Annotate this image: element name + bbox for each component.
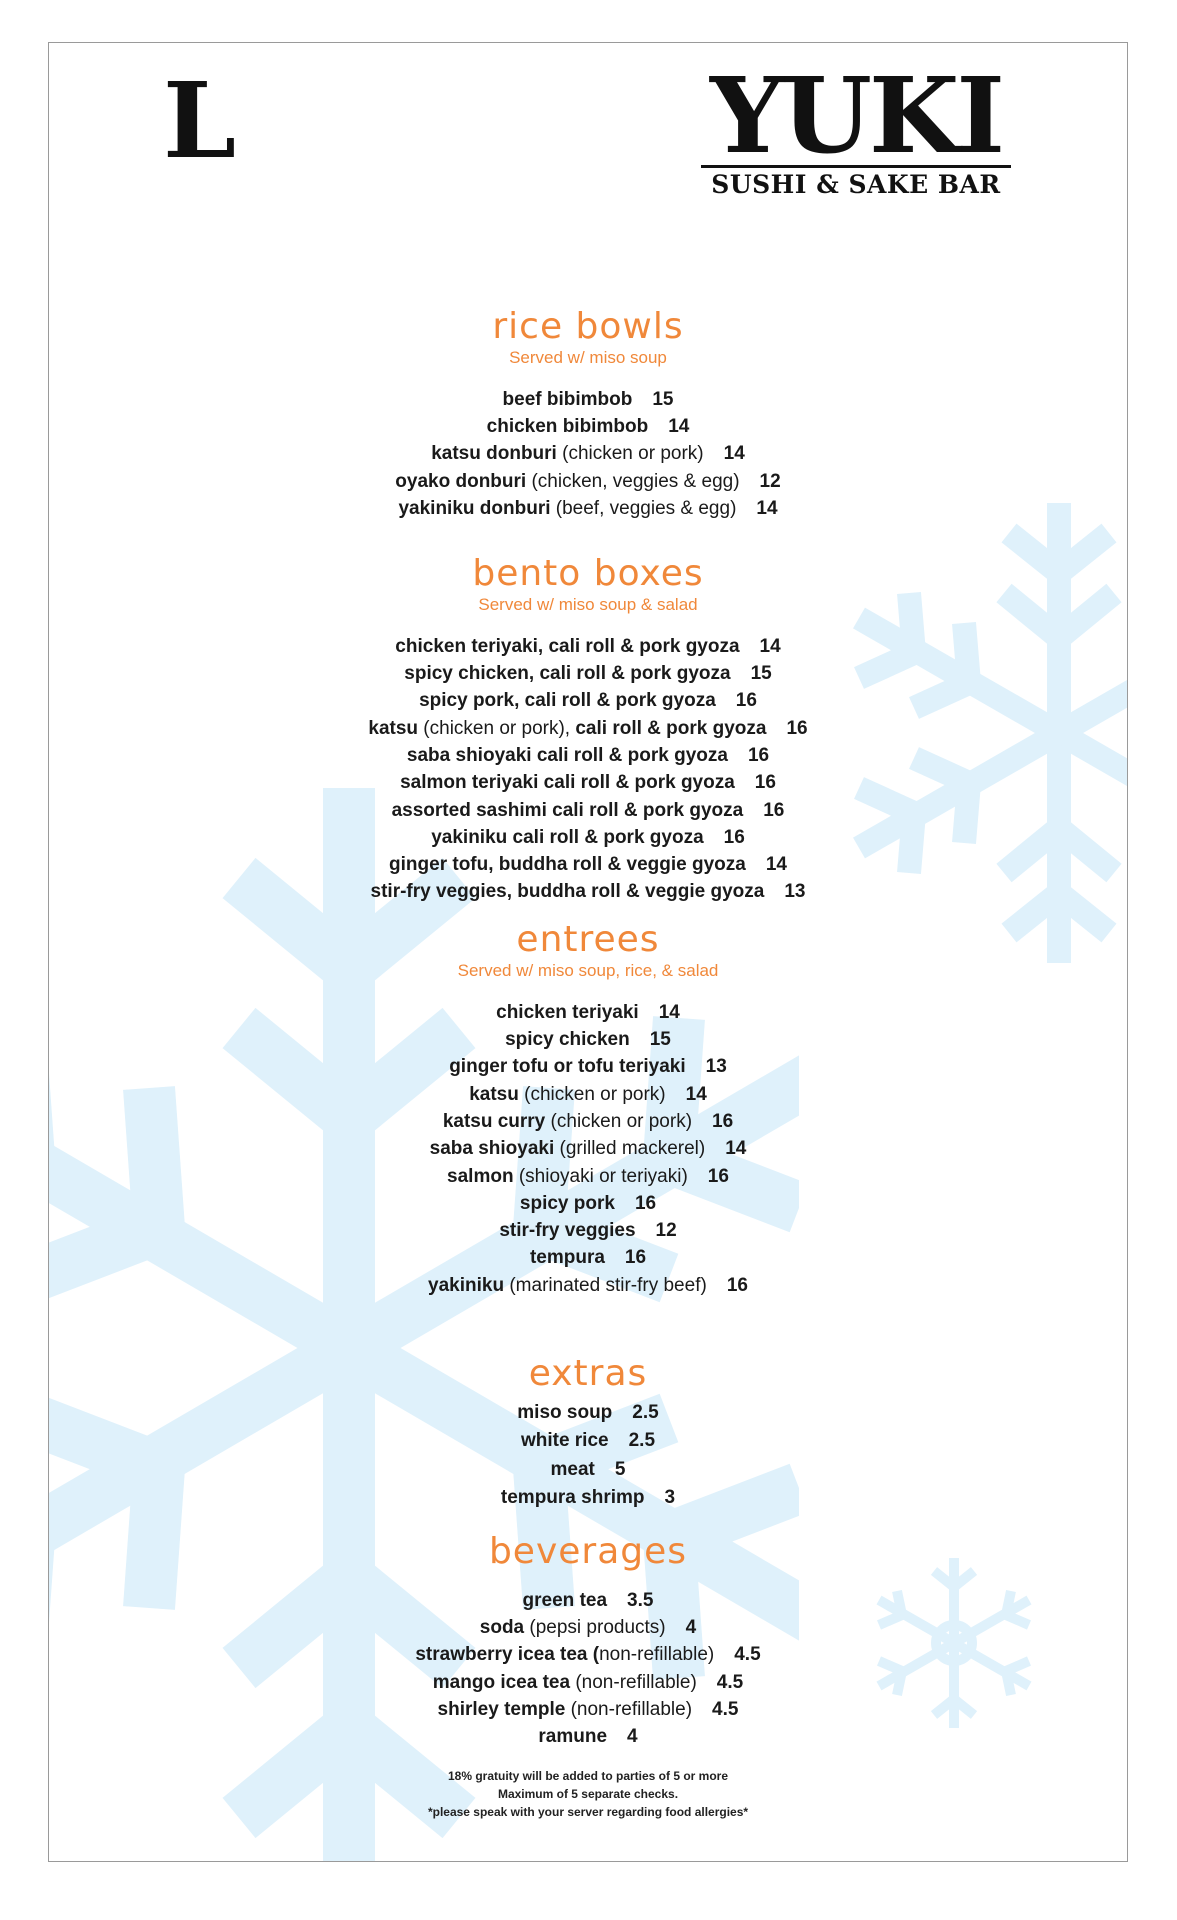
item-name: spicy chicken: [505, 1029, 630, 1051]
menu-item: [49, 1190, 1127, 1217]
item-price: 12: [759, 470, 781, 492]
item-price: 4.5: [734, 1644, 761, 1666]
menu-item: [49, 1427, 1127, 1456]
menu-item: [49, 495, 1127, 522]
section-bento-boxes: [49, 555, 1127, 906]
item-name: white rice: [520, 1430, 609, 1452]
item-note: (beef, veggies & egg): [550, 497, 737, 519]
menu-footer: [49, 1767, 1127, 1821]
logo-name: YUKI: [710, 54, 1002, 177]
item-price: 16: [726, 1274, 748, 1296]
item-name: spicy pork, cali roll & pork gyoza: [419, 690, 716, 712]
section-title: entrees: [516, 919, 660, 960]
item-price: 16: [634, 1192, 657, 1214]
item-price: 16: [747, 744, 770, 766]
item-price: 14: [756, 497, 778, 519]
item-price: 4.5: [712, 1698, 739, 1720]
item-name: katsu: [368, 717, 419, 739]
item-name: chicken teriyaki, cali roll & pork gyoza: [395, 635, 740, 657]
item-price: 16: [735, 690, 757, 712]
item-name: stir-fry veggies, buddha roll & veggie gyoza: [370, 881, 765, 903]
item-name: ginger tofu or tofu teriyaki: [449, 1056, 686, 1078]
item-name: katsu: [469, 1083, 519, 1105]
menu-item: [49, 1163, 1127, 1190]
menu-item: [49, 386, 1127, 413]
item-name: stir-fry veggies: [499, 1220, 636, 1242]
menu-item: [49, 687, 1127, 714]
item-name: saba shioyaki cali roll & pork gyoza: [406, 744, 728, 766]
item-name: chicken bibimbob: [486, 416, 649, 438]
allergy-note: *please speak with your server regarding food allergies*: [427, 1805, 749, 1819]
item-price: 16: [712, 1110, 734, 1132]
item-price: 16: [754, 772, 776, 794]
item-name: shirley temple: [437, 1698, 566, 1720]
item-price: 4.5: [716, 1671, 744, 1693]
menu-item: [49, 413, 1127, 440]
menu-item: [49, 1456, 1127, 1485]
item-name: mango icea tea: [432, 1671, 571, 1693]
menu-item: [49, 1026, 1127, 1053]
item-name: miso soup: [517, 1401, 613, 1423]
item-note: (chicken or pork): [556, 443, 704, 465]
menu-item: [49, 1484, 1127, 1513]
item-list: [49, 999, 1127, 1299]
section-title: beverages: [488, 1531, 688, 1572]
section-title: rice bowls: [492, 306, 684, 347]
item-price: 16: [624, 1247, 647, 1269]
item-price: 14: [723, 443, 745, 465]
lunch-letter: L: [163, 59, 237, 182]
item-name: tempura shrimp: [500, 1487, 645, 1509]
menu-item: [49, 1081, 1127, 1108]
item-name-cont: cali roll & pork gyoza: [575, 717, 767, 739]
menu-item: [49, 1399, 1127, 1428]
item-price: 15: [750, 663, 772, 685]
item-note: (marinated stir-fry beef): [504, 1274, 707, 1296]
item-price: 2.5: [632, 1401, 659, 1423]
menu-item: [49, 1244, 1127, 1271]
item-note: (pepsi products): [524, 1617, 666, 1639]
item-price: 15: [652, 388, 674, 410]
menu-item: [49, 769, 1127, 796]
gratuity-note: 18% gratuity will be added to parties of 5 or more: [447, 1769, 729, 1783]
item-price: 14: [765, 854, 787, 876]
menu-item: [49, 742, 1127, 769]
item-price: 14: [725, 1138, 747, 1160]
item-price: 14: [668, 416, 690, 438]
menu-item: [49, 1723, 1127, 1750]
item-name: salmon: [447, 1165, 514, 1187]
item-price: 3.5: [627, 1589, 654, 1611]
item-price: 14: [759, 635, 781, 657]
menu-item: [49, 1108, 1127, 1135]
item-name: salmon teriyaki cali roll & pork gyoza: [400, 772, 735, 794]
item-price: 15: [649, 1029, 671, 1051]
item-note: (non-refillable): [570, 1671, 697, 1693]
item-note: (grilled mackerel): [554, 1138, 706, 1160]
item-price: 14: [685, 1083, 707, 1105]
item-name: chicken teriyaki: [496, 1001, 639, 1023]
menu-item: [49, 468, 1127, 495]
item-price: 16: [786, 717, 808, 739]
item-name: assorted sashimi cali roll & pork gyoza: [391, 799, 744, 821]
item-note: (chicken or pork): [518, 1083, 666, 1105]
item-note: (shioyaki or teriyaki): [513, 1165, 688, 1187]
checks-note: Maximum of 5 separate checks.: [497, 1787, 679, 1801]
menu-item: [49, 633, 1127, 660]
section-rice-bowls: [49, 308, 1127, 522]
section-entrees: [49, 921, 1127, 1299]
item-name: yakiniku donburi: [398, 497, 551, 519]
item-name: soda: [479, 1617, 525, 1639]
item-name: katsu curry: [442, 1110, 546, 1132]
menu-item: [49, 660, 1127, 687]
item-price: 2.5: [628, 1430, 656, 1452]
section-beverages: [49, 1533, 1127, 1751]
item-list: [49, 1587, 1127, 1751]
section-subtitle: Served w/ miso soup: [509, 347, 667, 367]
item-note: (chicken or pork): [545, 1110, 693, 1132]
item-price: 16: [707, 1165, 729, 1187]
menu-item: [49, 715, 1127, 742]
item-name: spicy chicken, cali roll & pork gyoza: [404, 663, 731, 685]
item-name: yakiniku cali roll & pork gyoza: [431, 826, 704, 848]
item-price: 3: [664, 1487, 676, 1509]
menu-item: [49, 999, 1127, 1026]
item-price: 5: [614, 1458, 626, 1480]
menu-page: [48, 42, 1128, 1862]
item-price: 12: [655, 1220, 677, 1242]
menu-item: [49, 440, 1127, 467]
item-name: strawberry icea tea (: [415, 1644, 600, 1666]
item-name: saba shioyaki: [429, 1138, 555, 1160]
item-price: 13: [705, 1056, 727, 1078]
item-name: spicy pork: [519, 1192, 615, 1214]
menu-item: [49, 1587, 1127, 1614]
section-subtitle: Served w/ miso soup & salad: [478, 594, 698, 614]
item-price: 16: [723, 826, 745, 848]
menu-item: [49, 824, 1127, 851]
menu-item: [49, 1696, 1127, 1723]
item-price: 4: [685, 1617, 697, 1639]
menu-item: [49, 1135, 1127, 1162]
item-name: katsu donburi: [431, 443, 557, 465]
section-subtitle: Served w/ miso soup, rice, & salad: [457, 960, 719, 980]
item-list: [49, 1399, 1127, 1513]
item-name: oyako donburi: [395, 470, 527, 492]
item-name: green tea: [522, 1589, 608, 1611]
menu-item: [49, 878, 1127, 905]
menu-item: [49, 797, 1127, 824]
item-note: (chicken, veggies & egg): [526, 470, 740, 492]
menu-item: [49, 1272, 1127, 1299]
item-note: non-refillable): [599, 1644, 715, 1666]
logo-tagline: SUSHI & SAKE BAR: [701, 165, 1011, 199]
item-name: ramune: [538, 1726, 608, 1748]
section-title: extras: [528, 1353, 648, 1394]
item-list: [49, 386, 1127, 522]
menu-item: [49, 1217, 1127, 1244]
item-note: (chicken or pork),: [418, 717, 576, 739]
item-price: 16: [763, 799, 785, 821]
item-note: (non-refillable): [565, 1698, 693, 1720]
menu-item: [49, 1669, 1127, 1696]
item-name: ginger tofu, buddha roll & veggie gyoza: [389, 854, 746, 876]
item-name: beef bibimbob: [502, 388, 633, 410]
section-extras: [49, 1355, 1127, 1513]
item-list: [49, 633, 1127, 906]
item-price: 4: [627, 1726, 638, 1748]
menu-item: [49, 851, 1127, 878]
item-price: 13: [784, 881, 806, 903]
item-name: tempura: [529, 1247, 605, 1269]
section-title: bento boxes: [472, 553, 704, 594]
menu-item: [49, 1641, 1127, 1668]
menu-item: [49, 1053, 1127, 1080]
restaurant-logo: [701, 54, 1011, 199]
menu-item: [49, 1614, 1127, 1641]
item-price: 14: [658, 1001, 680, 1023]
item-name: meat: [550, 1458, 595, 1480]
item-name: yakiniku: [428, 1274, 505, 1296]
